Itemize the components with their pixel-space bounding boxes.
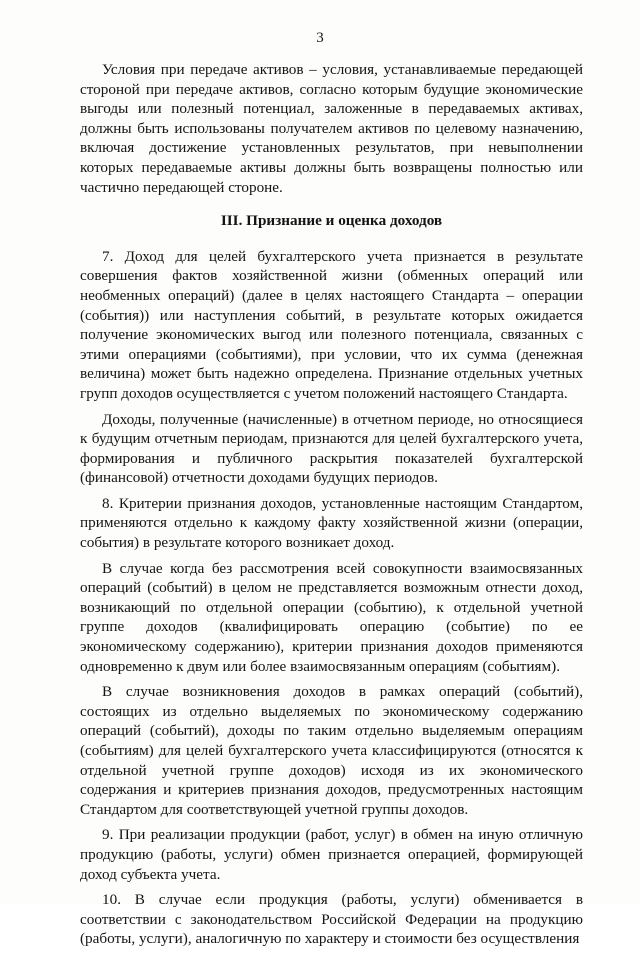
paragraph-8: 8. Критерии признания доходов, установленные настоящим Стандартом, применяются отдельно к каждому факту хозяйственной жизни (операции, события) в результате которого возникает доход. <box>80 494 583 552</box>
section-heading: III. Признание и оценка доходов <box>220 212 443 230</box>
page-number: 3 <box>316 30 324 46</box>
paragraph-10: 10. В случае если продукция (работы, услуги) обменивается в соответствии с законодательством Российской Федерации на продукцию (работы, услуги), аналогичную по характеру и стоимости без осуществления <box>80 891 583 948</box>
paragraph-8-related-operations: В случае когда без рассмотрения всей совокупности взаимосвязанных операций (событий) в целом не представляется возможным отнести доход, возникающий по отдельной операции (событию), к отдельной учетной группе доходов (квалифицировать операцию (событие) по ее экономическому содержанию), критерии признания доходов применяются одновременно к двум или более взаимосвязанным операциям (событиям). <box>80 559 583 675</box>
paragraph-7: 7. Доход для целей бухгалтерского учета признается в результате совершения фактов хозяйственной жизни (обменных операций или необменных операций) (далее в целях настоящего Стандарта – операции (события)) или наступления событий, в результате которых ожидается получение экономических выгод или полезного потенциала, связанных с этими операциями (событиями), при условии, что их сумма (денежная величина) может быть надежно определена. Признание отдельных учетных групп доходов осуществляется с учетом положений настоящего Стандарта. <box>80 247 583 402</box>
paragraph-9: 9. При реализации продукции (работ, услуг) в обмен на иную отличную продукцию (работы, услуги) обмен признается операцией, формирующей доход субъекта учета. <box>80 826 583 883</box>
paragraph-7-future-income: Доходы, полученные (начисленные) в отчетном периоде, но относящиеся к будущим отчетным периодам, признаются для целей бухгалтерского учета, формирования и публичного раскрытия показателей бухгалтерской (финансовой) отчетности доходами будущих периодов. <box>80 410 583 487</box>
paragraph-transfer-conditions: Условия при передаче активов – условия, устанавливаемые передающей стороной при передаче активов, согласно которым будущие экономические выгоды или полезный потенциал, заложенные в передаваемых активах, должны быть использованы получателем активов по целевому назначению, включая достижение установленных результатов, при невыполнении которых передаваемые активы должны быть возвращены полностью или частично передающей стороне. <box>80 61 583 196</box>
document-body <box>80 60 583 955</box>
paragraph-8-separable-operations: В случае возникновения доходов в рамках операций (событий), состоящих из отдельно выделяемых по экономическому содержанию операций (событий), доходы по таким отдельно выделяемым операциям (событиям) для целей бухгалтерского учета классифицируются (относятся к отдельной учетной группе доходов) исходя из их экономического содержания и критериев признания доходов, предусмотренных настоящим Стандартом для соответствующей учетной группы доходов. <box>80 683 583 818</box>
